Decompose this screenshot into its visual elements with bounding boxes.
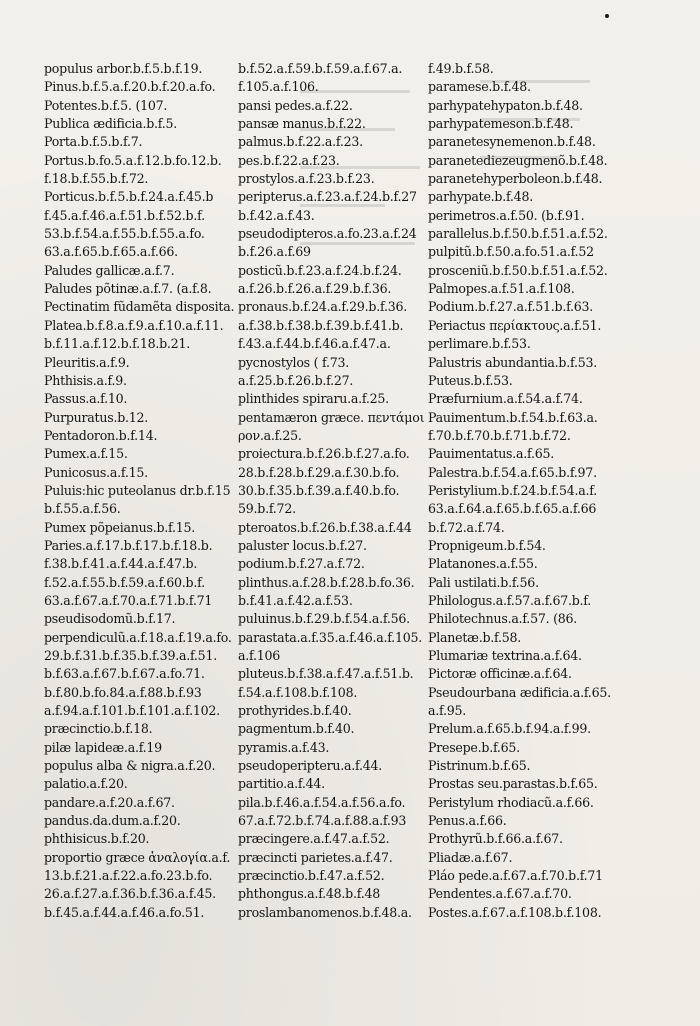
index-entry-line: Pali ustilati.b.f.56.: [428, 574, 539, 590]
index-entry-line: phthisicus.b.f.20.: [44, 831, 150, 847]
index-entry-line: Potentes.b.f.5. (107.: [44, 97, 168, 113]
index-entry-line: pagmentum.b.f.40.: [238, 721, 355, 737]
index-entry-line: a.f.38.b.f.38.b.f.39.b.f.41.b.: [238, 317, 404, 333]
index-entry-line: perpendiculũ.a.f.18.a.f.19.a.fo.: [44, 629, 232, 645]
index-entry-line: f.38.b.f.41.a.f.44.a.f.47.b.: [44, 556, 198, 572]
index-entry-line: prostylos.a.f.23.b.f.23.: [238, 171, 375, 187]
index-entry-line: 63.a.f.67.a.f.70.a.f.71.b.f.71: [44, 592, 213, 608]
index-entry-line: Penus.a.f.66.: [428, 813, 507, 829]
index-entry-line: palatio.a.f.20.: [44, 776, 128, 792]
index-entry-line: Pseudourbana ædificia.a.f.65.: [428, 684, 611, 700]
index-entry-line: Pláo pede.a.f.67.a.f.70.b.f.71: [428, 868, 603, 884]
index-column-middle: [238, 60, 424, 922]
index-entry-line: Pinus.b.f.5.a.f.20.b.f.20.a.fo.: [44, 79, 216, 95]
index-entry-line: partitio.a.f.44.: [238, 776, 325, 792]
index-entry-line: f.43.a.f.44.b.f.46.a.f.47.a.: [238, 336, 391, 352]
index-entry-line: pandus.da.dum.a.f.20.: [44, 813, 181, 829]
index-entry-line: ρον.a.f.25.: [238, 427, 302, 443]
index-entry-line: proslambanomenos.b.f.48.a.: [238, 904, 412, 920]
index-entry-line: Philologus.a.f.57.a.f.67.b.f.: [428, 592, 592, 608]
index-entry-line: 59.b.f.72.: [238, 501, 296, 517]
index-entry-line: Passus.a.f.10.: [44, 391, 128, 407]
index-entry-line: 67.a.f.72.b.f.74.a.f.88.a.f.93: [238, 813, 407, 829]
index-entry-line: b.f.63.a.f.67.b.f.67.a.fo.71.: [44, 666, 205, 682]
index-entry-line: pansæ manus.b.f.22.: [238, 116, 366, 132]
index-entry-line: præcinctio.b.f.18.: [44, 721, 153, 737]
index-entry-line: a.f.106: [238, 648, 281, 663]
index-entry-line: 30.b.f.35.b.f.39.a.f.40.b.fo.: [238, 482, 400, 498]
index-entry-line: 13.b.f.21.a.f.22.a.fo.23.b.fo.: [44, 868, 213, 884]
index-entry-line: pulpitũ.b.f.50.a.fo.51.a.f.52: [428, 244, 594, 260]
index-entry-line: 29.b.f.31.b.f.35.b.f.39.a.f.51.: [44, 648, 217, 663]
index-entry-line: palmus.b.f.22.a.f.23.: [238, 134, 363, 150]
index-entry-line: proiectura.b.f.26.b.f.27.a.fo.: [238, 446, 410, 462]
index-entry-line: pycnostylos ( f.73.: [238, 354, 350, 370]
index-entry-line: perimetros.a.f.50. (b.f.91.: [428, 207, 585, 223]
index-entry-line: parallelus.b.f.50.b.f.51.a.f.52.: [428, 226, 608, 242]
index-entry-line: pila.b.f.46.a.f.54.a.f.56.a.fo.: [238, 794, 406, 810]
index-entry-line: phthongus.a.f.48.b.f.48: [238, 886, 380, 902]
index-entry-line: Pauimentum.b.f.54.b.f.63.a.: [428, 409, 598, 425]
index-entry-line: b.f.11.a.f.12.b.f.18.b.21.: [44, 336, 190, 352]
index-entry-line: a.f.94.a.f.101.b.f.101.a.f.102.: [44, 703, 220, 719]
index-entry-line: podium.b.f.27.a.f.72.: [238, 556, 365, 572]
index-entry-line: præcincti parietes.a.f.47.: [238, 849, 393, 865]
index-entry-line: prothyrides.b.f.40.: [238, 703, 352, 719]
index-entry-line: b.f.42.a.f.43.: [238, 207, 315, 223]
index-entry-line: paluster locus.b.f.27.: [238, 537, 367, 553]
index-entry-line: pluteus.b.f.38.a.f.47.a.f.51.b.: [238, 666, 414, 682]
index-entry-line: præcinctio.b.f.47.a.f.52.: [238, 868, 385, 884]
index-entry-line: posticũ.b.f.23.a.f.24.b.f.24.: [238, 262, 402, 278]
index-entry-line: Pumex põpeianus.b.f.15.: [44, 519, 196, 535]
index-entry-line: Palustris abundantia.b.f.53.: [428, 354, 597, 370]
index-entry-line: 28.b.f.28.b.f.29.a.f.30.b.fo.: [238, 464, 400, 480]
index-entry-line: Postes.a.f.67.a.f.108.b.f.108.: [428, 904, 602, 920]
index-entry-line: parhypatemeson.b.f.48.: [428, 116, 574, 132]
index-entry-line: Porta.b.f.5.b.f.7.: [44, 134, 143, 150]
index-entry-line: b.f.26.a.f.69: [238, 244, 311, 260]
index-entry-line: Periactus περίακτους.a.f.51.: [428, 317, 602, 333]
index-entry-line: Presepe.b.f.65.: [428, 739, 520, 755]
index-entry-line: b.f.80.b.fo.84.a.f.88.b.f.93: [44, 684, 202, 700]
index-entry-line: b.f.72.a.f.74.: [428, 519, 505, 535]
index-entry-line: Pentadoron.b.f.14.: [44, 427, 158, 443]
index-entry-line: Pectinatim fũdamẽta disposita.: [44, 299, 235, 315]
index-entry-line: Pleuritis.a.f.9.: [44, 354, 130, 370]
index-entry-line: paranetehyperboleon.b.f.48.: [428, 171, 603, 187]
index-entry-line: Puluis:hic puteolanus dr.b.f.15: [44, 482, 231, 498]
index-entry-line: 63.a.f.64.a.f.65.b.f.65.a.f.66: [428, 501, 597, 517]
index-entry-line: Palmopes.a.f.51.a.f.108.: [428, 281, 575, 297]
index-entry-line: Publica ædificia.b.f.5.: [44, 116, 178, 132]
index-entry-line: Peristylium.b.f.24.b.f.54.a.f.: [428, 482, 598, 498]
index-entry-line: pilæ lapideæ.a.f.19: [44, 739, 162, 755]
index-entry-line: pansi pedes.a.f.22.: [238, 97, 353, 113]
index-entry-line: b.f.41.a.f.42.a.f.53.: [238, 592, 353, 608]
index-entry-line: Platea.b.f.8.a.f.9.a.f.10.a.f.11.: [44, 317, 224, 333]
index-entry-line: f.49.b.f.58.: [428, 61, 494, 76]
index-entry-line: parhypatehypaton.b.f.48.: [428, 97, 583, 113]
index-entry-line: 53.b.f.54.a.f.55.b.f.55.a.fo.: [44, 226, 205, 242]
index-entry-line: Prostas seu.parastas.b.f.65.: [428, 776, 598, 792]
index-entry-line: pandare.a.f.20.a.f.67.: [44, 794, 175, 810]
index-entry-line: 26.a.f.27.a.f.36.b.f.36.a.f.45.: [44, 886, 216, 902]
index-entry-line: Phthisis.a.f.9.: [44, 372, 127, 388]
index-entry-line: præcingere.a.f.47.a.f.52.: [238, 831, 390, 847]
index-entry-line: a.f.26.b.f.26.a.f.29.b.f.36.: [238, 281, 392, 297]
index-entry-line: pentamæron græce. πεντάμοι: [238, 409, 425, 425]
index-entry-line: parastata.a.f.35.a.f.46.a.f.105.: [238, 629, 422, 645]
index-entry-line: Punicosus.a.f.15.: [44, 464, 148, 480]
index-entry-line: Prothyrũ.b.f.66.a.f.67.: [428, 831, 563, 847]
index-entry-line: puluinus.b.f.29.b.f.54.a.f.56.: [238, 611, 410, 627]
index-entry-line: populus arbor.b.f.5.b.f.19.: [44, 61, 203, 76]
index-entry-line: Philotechnus.a.f.57. (86.: [428, 611, 578, 627]
index-entry-line: pes.b.f.22.a.f.23.: [238, 152, 340, 168]
index-entry-line: Pumex.a.f.15.: [44, 446, 128, 462]
index-entry-line: b.f.45.a.f.44.a.f.46.a.fo.51.: [44, 904, 205, 920]
ink-speck: [605, 14, 609, 18]
index-entry-line: 63.a.f.65.b.f.65.a.f.66.: [44, 244, 178, 260]
index-entry-line: Portus.b.fo.5.a.f.12.b.fo.12.b.: [44, 152, 222, 168]
index-entry-line: parhypate.b.f.48.: [428, 189, 533, 205]
index-entry-line: paramese.b.f.48.: [428, 79, 531, 95]
index-entry-line: pronaus.b.f.24.a.f.29.b.f.36.: [238, 299, 407, 315]
index-entry-line: pseudodipteros.a.fo.23.a.f.24: [238, 226, 417, 242]
index-entry-line: Pistrinum.b.f.65.: [428, 758, 531, 774]
index-entry-line: f.54.a.f.108.b.f.108.: [238, 684, 358, 700]
index-entry-line: Palestra.b.f.54.a.f.65.b.f.97.: [428, 464, 597, 480]
index-entry-line: prosceniũ.b.f.50.b.f.51.a.f.52.: [428, 262, 608, 278]
index-entry-line: pteroatos.b.f.26.b.f.38.a.f.44: [238, 519, 412, 535]
index-entry-line: f.18.b.f.55.b.f.72.: [44, 171, 149, 187]
index-column-right: [428, 60, 611, 922]
index-entry-line: Puteus.b.f.53.: [428, 372, 513, 388]
index-entry-line: b.f.55.a.f.56.: [44, 501, 121, 517]
index-column-left: [44, 60, 234, 922]
index-entry-line: a.f.95.: [428, 703, 467, 719]
index-entry-line: plinthides spiraru.a.f.25.: [238, 391, 389, 407]
index-entry-line: proportio græce ἀναλογία.a.f.: [44, 849, 231, 865]
index-entry-line: Peristylum rhodiacũ.a.f.66.: [428, 794, 594, 810]
index-entry-line: pseudisodomũ.b.f.17.: [44, 611, 176, 627]
index-entry-line: Planetæ.b.f.58.: [428, 629, 522, 645]
index-entry-line: Pictoræ officinæ.a.f.64.: [428, 666, 572, 682]
index-entry-line: plinthus.a.f.28.b.f.28.b.fo.36.: [238, 574, 415, 590]
index-entry-line: Paludes põtinæ.a.f.7. (a.f.8.: [44, 281, 212, 297]
index-entry-line: f.52.a.f.55.b.f.59.a.f.60.b.f.: [44, 574, 205, 590]
index-entry-line: Plumariæ textrina.a.f.64.: [428, 648, 582, 663]
index-entry-line: Paludes gallicæ.a.f.7.: [44, 262, 175, 278]
index-entry-line: Pliadæ.a.f.67.: [428, 849, 513, 865]
index-entry-line: f.45.a.f.46.a.f.51.b.f.52.b.f.: [44, 207, 205, 223]
index-entry-line: Purpuratus.b.12.: [44, 409, 149, 425]
index-entry-line: Pauimentatus.a.f.65.: [428, 446, 555, 462]
index-entry-line: f.105.a.f.106.: [238, 79, 319, 95]
index-entry-line: perlimare.b.f.53.: [428, 336, 531, 352]
index-entry-line: Podium.b.f.27.a.f.51.b.f.63.: [428, 299, 594, 315]
index-entry-line: Porticus.b.f.5.b.f.24.a.f.45.b: [44, 189, 214, 205]
index-entry-line: Prelum.a.f.65.b.f.94.a.f.99.: [428, 721, 591, 737]
index-entry-line: Propnigeum.b.f.54.: [428, 537, 546, 553]
index-entry-line: Platanones.a.f.55.: [428, 556, 538, 572]
index-entry-line: Pendentes.a.f.67.a.f.70.: [428, 886, 572, 902]
index-entry-line: b.f.52.a.f.59.b.f.59.a.f.67.a.: [238, 61, 403, 76]
index-entry-line: f.70.b.f.70.b.f.71.b.f.72.: [428, 427, 571, 443]
index-entry-line: Paries.a.f.17.b.f.17.b.f.18.b.: [44, 537, 213, 553]
index-entry-line: Præfurnium.a.f.54.a.f.74.: [428, 391, 583, 407]
index-entry-line: paranetesynemenon.b.f.48.: [428, 134, 596, 150]
index-entry-line: paranetediezeugmenõ.b.f.48.: [428, 152, 608, 168]
index-entry-line: peripterus.a.f.23.a.f.24.b.f.27: [238, 189, 417, 205]
index-entry-line: pyramis.a.f.43.: [238, 739, 330, 755]
index-entry-line: pseudoperipteru.a.f.44.: [238, 758, 383, 774]
index-entry-line: populus alba & nigra.a.f.20.: [44, 758, 216, 774]
index-entry-line: a.f.25.b.f.26.b.f.27.: [238, 372, 354, 388]
